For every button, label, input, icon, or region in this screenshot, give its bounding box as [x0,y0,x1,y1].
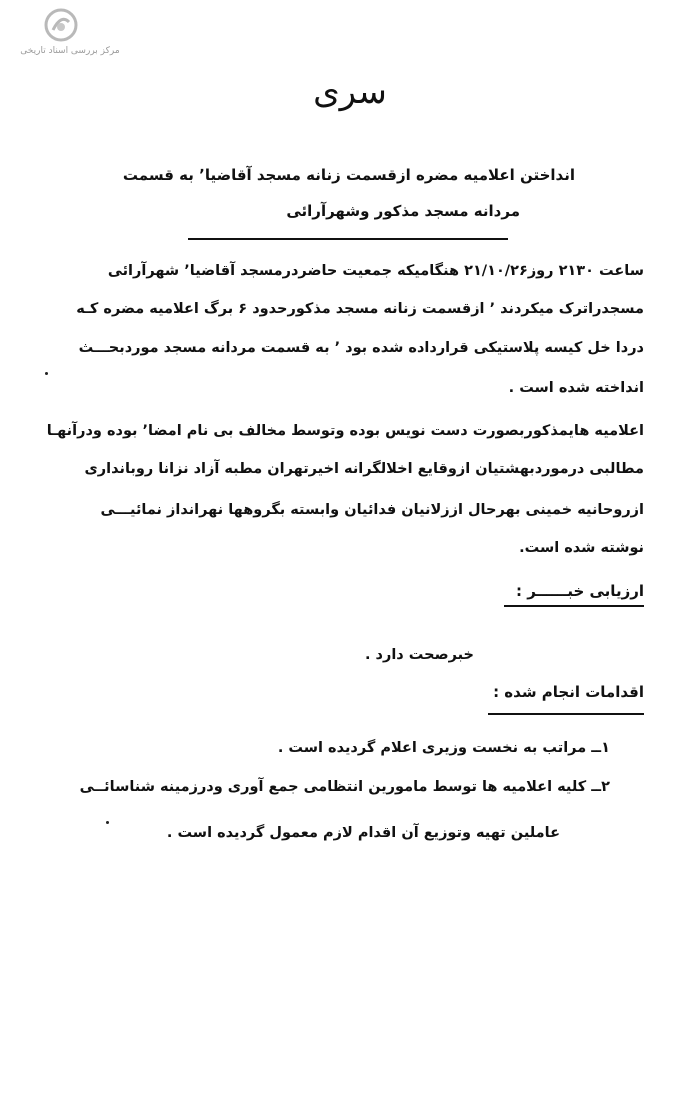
paragraph2-line-2: مطالبی درموردبهشتیان ازوقایع اخلالگرانه اخیرتهران مطبه آزاد نزانا روبانداری [84,461,644,477]
actions-underline [488,713,644,715]
action-item-2: ۲ــ کلیه اعلامیه ها توسط مامورین انتظامی جمع آوری ودرزمینه شناسائــی [79,779,610,795]
evaluation-text: خبرصحت دارد . [364,647,474,663]
body-line-1: ساعت ۲۱۳۰ روز۲۱/۱۰/۲۶ هنگامیکه جمعیت حاضردرمسجد آقاضیا٬ شهرآرائی [107,263,644,279]
ink-dot [106,821,109,824]
action-item-1: ۱ــ مراتب به نخست وزیری اعلام گردیده است . [277,740,610,756]
body-line-2: مسجدراترک میکردند ٬ ازقسمت زنانه مسجد مذکورحدود ۶ برگ اعلامیه مضره کـه [76,301,644,317]
body-line-3: دردا خل کیسه پلاستیکی قرارداده شده بود ٬ به قسمت مردانه مسجد موردبحـــث [78,340,644,356]
body-line-4: انداخته شده است . [508,380,644,396]
paragraph2-line-1: اعلامیه هایمذکوربصورت دست نویس بوده وتوسط مخالف بی نام امضا٬ بوده ودرآنهـا [46,423,644,439]
subject-line-1: انداختن اعلامیه مضره ازقسمت زنانه مسجد آقاضیا٬ به قسمت [122,166,575,184]
paragraph2-line-3: ازروحانیه خمینی بهرحال اززلانیان فدائیان وابسته بگروهها نهرانداز نمائیـــی [100,502,644,518]
subject-line-2: مردانه مسجد مذکور وشهرآرائی [286,202,520,220]
subject-underline [188,238,508,240]
ink-dot [45,372,48,375]
paragraph2-line-4: نوشته شده است. [519,540,644,556]
classification-title: سری [313,72,387,112]
action-item-2-continued: عاملین تهیه وتوزیع آن اقدام لازم معمول گردیده است . [166,825,560,841]
evaluation-underline [504,605,644,607]
actions-heading: اقدامات انجام شده : [493,683,644,701]
watermark-text: مرکز بررسی اسناد تاریخی [20,46,120,56]
evaluation-heading: ارزیابی خبــــــر : [516,582,644,600]
archive-center-logo-icon [44,8,78,42]
archive-logo [14,4,120,66]
